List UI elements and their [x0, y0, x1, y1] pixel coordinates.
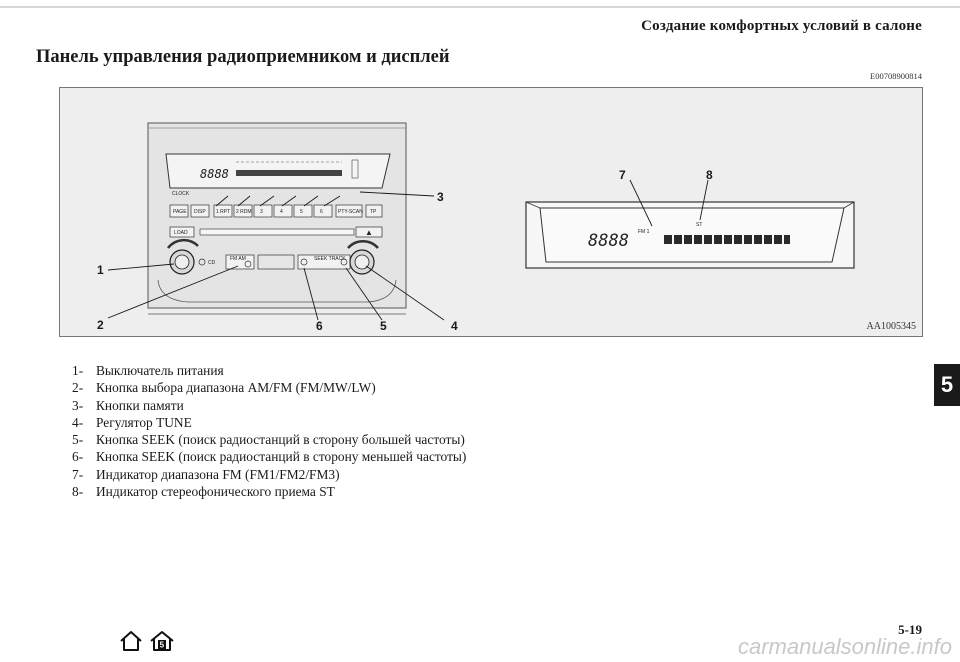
list-item: 8- Индикатор стереофонического приема ST — [72, 484, 335, 500]
svg-text:PTY-SCAN: PTY-SCAN — [338, 209, 363, 215]
callout-7: 7 — [619, 168, 626, 182]
radio-panel-figure — [59, 87, 923, 337]
panel-level-bar — [236, 170, 342, 176]
legend-list — [72, 362, 492, 500]
list-item: 6- Кнопка SEEK (поиск радиостанций в сторону меньшей частоты) — [72, 449, 467, 465]
svg-text:5: 5 — [300, 209, 303, 215]
section-tab[interactable]: 5 — [934, 364, 960, 406]
list-item: 2- Кнопка выбора диапазона AM/FM (FM/MW/LW) — [72, 380, 376, 396]
svg-text:6: 6 — [320, 209, 323, 215]
svg-text:FM AM: FM AM — [230, 256, 246, 262]
svg-text:SEEK TRACK: SEEK TRACK — [314, 256, 346, 262]
band-indicator: FM 1 — [638, 229, 650, 235]
figure-id: AA1005345 — [866, 321, 916, 332]
list-item: 4- Регулятор TUNE — [72, 414, 192, 430]
callout-2: 2 — [97, 318, 104, 332]
preset-button-row — [170, 205, 382, 217]
preset-button-6[interactable] — [314, 205, 332, 217]
svg-text:3: 3 — [260, 209, 263, 215]
stereo-indicator: ST — [696, 222, 703, 228]
callout-6: 6 — [316, 319, 323, 333]
cd-slot — [200, 229, 354, 235]
callout-8: 8 — [706, 168, 713, 182]
panel-display-digits: 8888 — [200, 167, 229, 181]
list-item: 1- Выключатель питания — [72, 363, 224, 378]
svg-text:DISP: DISP — [194, 209, 206, 215]
top-rule — [0, 6, 960, 8]
radio-panel — [148, 123, 406, 314]
svg-text:LOAD: LOAD — [174, 230, 188, 236]
section-home-icon[interactable] — [148, 630, 176, 652]
preset-button-4[interactable] — [274, 205, 292, 217]
blank-panel — [258, 255, 294, 269]
watermark: carmanualsonline.info — [737, 634, 952, 659]
home-icon[interactable] — [118, 630, 144, 652]
radio-illustration — [60, 88, 922, 336]
nav-icons — [118, 630, 176, 652]
svg-text:5: 5 — [159, 640, 165, 650]
enlarged-display — [526, 180, 854, 268]
callout-4: 4 — [451, 319, 458, 333]
svg-text:CD: CD — [208, 260, 216, 266]
page-number: 5-19 — [898, 622, 922, 637]
list-item: 7- Индикатор диапазона FM (FM1/FM2/FM3) — [72, 466, 340, 482]
clock-label: CLOCK — [172, 191, 190, 197]
document-code: E00708900814 — [870, 71, 922, 81]
list-item: 3- Кнопки памяти — [72, 397, 184, 413]
preset-button-3[interactable] — [254, 205, 272, 217]
eject-icon: ▲ — [365, 228, 373, 237]
svg-text:TP: TP — [370, 209, 377, 215]
list-item: 5- Кнопка SEEK (поиск радиостанций в сторону большей частоты) — [72, 432, 465, 448]
callout-5: 5 — [380, 319, 387, 333]
frequency-digits: 8888 — [588, 231, 629, 251]
svg-text:4: 4 — [280, 209, 283, 215]
callout-3: 3 — [437, 190, 444, 204]
svg-text:PAGE: PAGE — [173, 209, 187, 215]
preset-button-5[interactable] — [294, 205, 312, 217]
svg-text:1 RPT: 1 RPT — [216, 209, 231, 215]
svg-text:2 RDM: 2 RDM — [236, 209, 252, 215]
running-header: Создание комфортных условий в салоне — [641, 18, 922, 34]
callout-1: 1 — [97, 263, 104, 277]
section-title: Панель управления радиоприемником и дисплей — [36, 47, 450, 67]
